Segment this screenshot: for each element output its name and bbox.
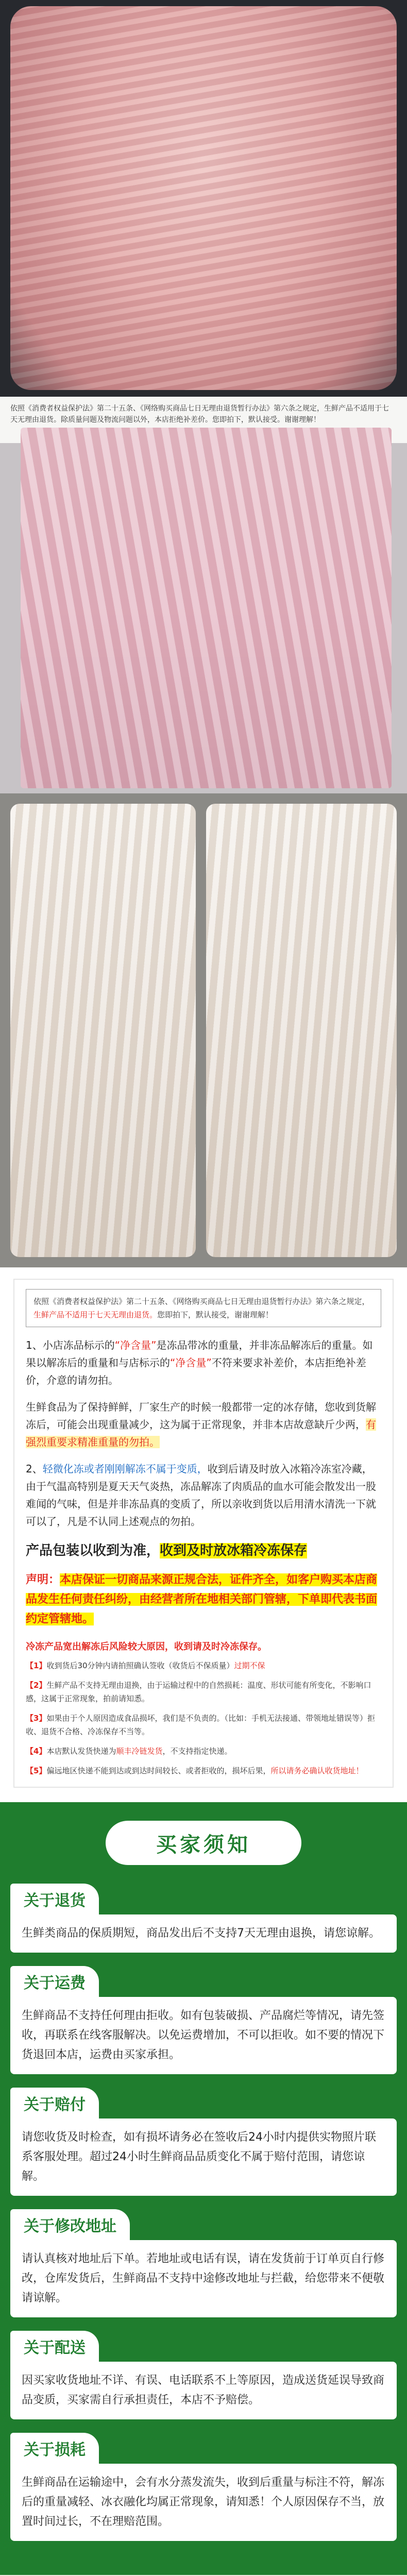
buyer-notice-title: 买家须知 <box>106 1821 301 1865</box>
reason-item <box>26 1679 381 1705</box>
reason-item <box>26 1744 381 1758</box>
point-2-lead: 2、 <box>26 1463 43 1475</box>
reason-text: 如果由于个人原因造成食品损坏，我们是不负责的。（比如：手机无法接通、带领地址错误等）拒收、退货不合格、冷冻保存不当等。 <box>26 1714 375 1736</box>
callout-pre: 产品包装以收到为准， <box>26 1543 160 1558</box>
reason-text: 生鲜产品不支持无理由退换，由于运输过程中的自然损耗：温度、形状可能有所变化，不影响口感，这属于正常现象，拍前请知悉。 <box>26 1681 371 1703</box>
section-body: 因买家收货地址不详、有误、电话联系不上等原因，造成送货延误导致商品变质，买家需自行承担责任，本店不予赔偿。 <box>10 2362 397 2419</box>
section-body: 生鲜类商品的保质期短，商品发出后不支持7天无理由退换，请您谅解。 <box>10 1914 397 1953</box>
declaration-text: 本店保证一切商品来源正规合法，证件齐全，如客户购买本店商品发生任何责任纠纷，由经营者所在地相关部门管辖，下单即代表书面约定管辖地。 <box>26 1573 378 1625</box>
section-compensation <box>10 2088 397 2196</box>
reason-text: 偏远地区快递不能到达或到达时间较长、或者拒收的，损坏后果， <box>46 1766 271 1775</box>
section-head: 关于修改地址 <box>10 2209 130 2240</box>
section-head: 关于损耗 <box>10 2433 99 2464</box>
reason-item <box>26 1659 381 1672</box>
tripe-slab-left <box>10 804 196 1257</box>
callout-highlight: 收到及时放冰箱冷冻保存 <box>160 1543 308 1558</box>
reason-text: 本店默认发货快递为 <box>46 1747 116 1756</box>
reason-red: 所以请务必确认收货地址！ <box>270 1766 364 1775</box>
point-2-emph: 轻微化冻或者刚刚解冻不属于变质， <box>42 1463 208 1475</box>
reason-number: 【4】 <box>26 1747 47 1756</box>
paper-note-text: 依照《消费者权益保护法》第二十五条、《网络购买商品七日无理由退货暂行办法》第六条之规定，生鲜产品不适用于七天无理由退货。除质量问题及物流问题以外，本店拒绝补差价。您即拍下，默认接受。谢谢理解！ <box>10 404 389 424</box>
reason-text: 收到货后30分钟内请拍照确认签收（收货后不保质量） <box>46 1661 234 1670</box>
reason-item <box>26 1764 381 1777</box>
reason-number: 【2】 <box>26 1681 47 1690</box>
section-head: 关于配送 <box>10 2331 99 2362</box>
section-delivery <box>10 2331 397 2419</box>
point-1-lead: 1、小店冻品标示的 <box>26 1339 115 1351</box>
declaration-label: 声明： <box>26 1573 60 1586</box>
buyer-notice-green <box>0 1802 407 2575</box>
section-head: 关于退货 <box>10 1884 99 1914</box>
reason-number: 【5】 <box>26 1766 47 1775</box>
product-photo-2 <box>0 397 407 793</box>
point-1-red: “净含量” <box>114 1339 157 1351</box>
section-body: 生鲜商品不支持任何理由拒收。如有包装破损、产品腐烂等情况，请先签收，再联系在线客服解决。以免运费增加，不可以拒收。如不要的情况下货退回本店，运费由买家承担。 <box>10 1997 397 2074</box>
reason-tail: ，不支持指定快递。 <box>162 1747 232 1756</box>
reason-item <box>26 1711 381 1738</box>
point-1b-text: 生鲜食品为了保持鲜鲜，厂家生产的时候一般都带一定的冰存储，您收到货解冻后，可能会出现重量减少，这为属于正常现象，并非本店故意缺斤少两， <box>26 1401 376 1431</box>
reason-number: 【3】 <box>26 1714 47 1723</box>
tripe-box-image <box>21 428 392 788</box>
point-1-tail: 不符来要求补差价，本店拒绝补差价，介意的请勿拍。 <box>26 1357 366 1386</box>
law-suffix: 您即拍下，默认接受，谢谢理解！ <box>157 1310 274 1319</box>
section-body: 请认真核对地址后下单。若地址或电话有误，请在发货前于订单页自行修改，仓库发货后，生鲜商品不支持中途修改地址与拦截，给您带来不便敬请谅解。 <box>10 2240 397 2317</box>
point-1b-highlight: 有强烈重要求精准重量的勿拍。 <box>26 1418 376 1448</box>
point-1b <box>26 1398 381 1451</box>
reason-red: 过期不保 <box>234 1661 265 1670</box>
section-head: 关于运费 <box>10 1966 99 1997</box>
point-1-red2: “净含量” <box>170 1357 212 1369</box>
law-prefix: 依照《消费者权益保护法》第二十五条、《网络购买商品七日无理由退货暂行办法》第六条之规定， <box>33 1297 370 1306</box>
section-head: 关于赔付 <box>10 2088 99 2119</box>
section-returns <box>10 1884 397 1953</box>
reasons-title: 冷冻产品宽出解冻后风险较大原因，收到请及时冷冻保存。 <box>26 1641 267 1652</box>
section-body: 请您收货及时检查，如有损坏请务必在签收后24小时内提供实物照片联系客服处理。超过24小时生鲜商品品质变化不属于赔付范围，请您谅解。 <box>10 2119 397 2196</box>
law-notice <box>26 1289 381 1327</box>
point-2 <box>26 1460 381 1530</box>
storage-callout <box>26 1540 381 1561</box>
section-shipping-fee <box>10 1966 397 2074</box>
section-loss <box>10 2433 397 2541</box>
reason-red: 顺丰冷链发货 <box>116 1747 163 1756</box>
reason-number: 【1】 <box>26 1661 47 1670</box>
point-1 <box>26 1336 381 1389</box>
declaration <box>26 1570 381 1629</box>
point-1-mid: 是冻品带冰的重量，并非冻品解冻后的重量。如果以解冻后的重量和与店标示的 <box>26 1339 373 1369</box>
product-photo-3 <box>0 793 407 1267</box>
product-photo-1 <box>0 0 407 397</box>
law-red: 生鲜产品不适用于七天无理由退货。 <box>33 1310 158 1319</box>
section-address-change <box>10 2209 397 2317</box>
point-2-tail: 收到后请及时放入冰箱冷冻室冷藏，由于气温高特别是夏天天气炎热，冻品解冻了肉质品的血水可能会散发出一股难闻的气味，但是并非冻品真的变质了，所以亲收到货以后用清水清洗一下就可以了，凡是不认同上述观点的勿拍。 <box>26 1463 376 1528</box>
notice-panel <box>0 1267 407 1802</box>
tripe-slab-right <box>206 804 397 1257</box>
notice-box <box>13 1279 394 1788</box>
tripe-bowl-image <box>10 6 397 390</box>
section-body: 生鲜商品在运输途中，会有水分蒸发流失，收到后重量与标注不符，解冻后的重量减轻、冰衣融化均属正常现象，请知悉！个人原因保存不当，放置时间过长，不在理赔范围。 <box>10 2464 397 2541</box>
